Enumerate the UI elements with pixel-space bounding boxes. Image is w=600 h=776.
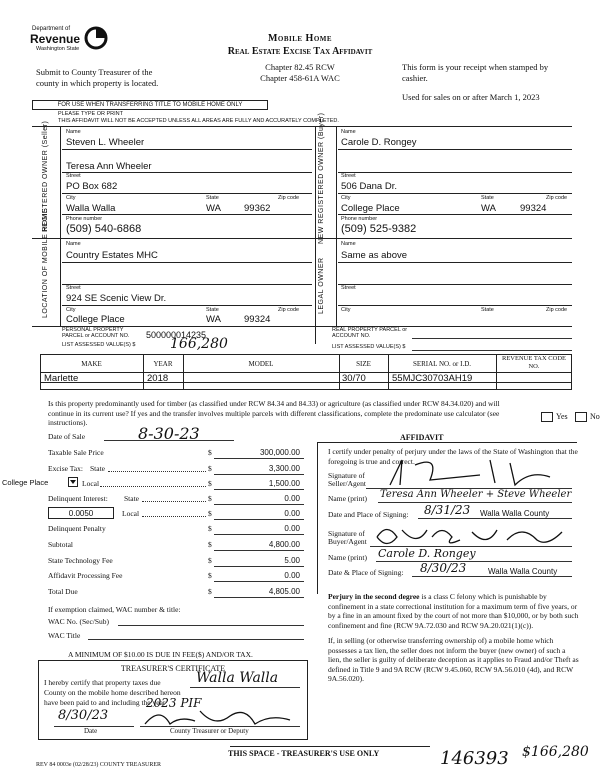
state-tech-fee-label: State Technology Fee — [48, 556, 113, 565]
date-of-sale-label: Date of Sale — [48, 432, 86, 441]
location-zip: 99324 — [244, 314, 271, 325]
vt-header-year: YEAR — [153, 360, 173, 368]
buyer-name-print-label: Name (print) — [328, 553, 367, 562]
logo-line2: Revenue — [30, 32, 81, 46]
vt-header-size: SIZE — [356, 360, 371, 368]
seller-city-label: City — [66, 195, 76, 201]
form-title-2: Real Estate Excise Tax Affidavit — [227, 46, 373, 57]
legal-state-label: State — [481, 307, 494, 313]
dor-logo-icon — [84, 26, 108, 50]
wac-title-label: WAC Title — [48, 631, 81, 640]
timber-question: Is this property predominantly used for timber (as classified under RCW 84.34 and 84.33) or agriculture (as classified under RCW 84.34.020) and will continue in its current use? If yes and the transfer involves multiple parcels with different classifications, complete the predominate use calculator (see instructions). — [48, 399, 500, 427]
receipt-note: This form is your receipt when stamped by cashier. — [402, 62, 549, 83]
affidavit-fee-value: 0.00 — [284, 571, 300, 580]
date-of-sale-value: 8-30-23 — [138, 424, 200, 443]
delinquent-penalty-label: Delinquent Penalty — [48, 524, 106, 533]
submit-to-note: Submit to County Treasurer of the county in which property is located. — [36, 67, 159, 88]
form-number: REV 84 0003e (02/28/23) COUNTY TREASURER — [36, 762, 162, 768]
perjury-note — [328, 592, 580, 630]
total-due-value: 4,805.00 — [268, 587, 300, 596]
seller-zip-label: Zip code — [278, 195, 300, 201]
pp-assessed-label: LIST ASSESSED VALUE(S) $ — [62, 342, 136, 348]
chevron-down-icon — [69, 478, 77, 486]
treasurer-date: 8/30/23 — [58, 708, 109, 723]
location-name: Country Estates MHC — [66, 250, 158, 261]
buyer-street-label: Street — [341, 173, 356, 179]
buyer-state: WA — [481, 203, 496, 214]
vt-year: 2018 — [147, 373, 169, 384]
seller-date: 8/31/23 — [424, 503, 471, 517]
affidavit-certify: I certify under penalty of perjury under the laws of the State of Washington that the foregoing is true and correct. — [328, 447, 578, 466]
seller-city: Walla Walla — [66, 203, 116, 214]
seller-section-label: REGISTERED OWNER (Seller) — [42, 120, 49, 232]
excise-state-value: 3,300.00 — [268, 464, 300, 473]
seller-date-label: Date and Place of Signing: — [328, 510, 409, 519]
di-state-value: 0.00 — [284, 494, 300, 503]
handwritten-number: 146393 — [440, 748, 509, 769]
buyer-state-label: State — [481, 195, 494, 201]
buyer-date-label: Date & Place of Signing: — [328, 568, 404, 577]
rp-parcel-label: REAL PROPERTY PARCEL or ACCOUNT NO. — [332, 327, 408, 339]
exemption-label: If exemption claimed, WAC number & title: — [48, 605, 181, 614]
legal-street-label: Street — [341, 285, 356, 291]
seller-phone: (509) 540-6868 — [66, 223, 142, 235]
buyer-city: College Place — [341, 203, 400, 214]
vt-header-serial: SERIAL NO. or I.D. — [412, 360, 472, 368]
treasurer-sig-label: County Treasurer or Deputy — [170, 727, 249, 735]
buyer-place: Walla Walla County — [488, 567, 558, 576]
type-or-print: PLEASE TYPE OR PRINT — [58, 111, 124, 117]
buyer-name-print: Carole D. Rongey — [378, 547, 476, 560]
location-zip-label: Zip code — [278, 307, 300, 313]
excise-local-label: Local — [82, 479, 100, 488]
location-street-label: Street — [66, 285, 81, 291]
delinquent-penalty-value: 0.00 — [284, 524, 300, 533]
buyer-phone: (509) 525-9382 — [341, 223, 417, 235]
buyer-name: Carole D. Rongey — [341, 137, 417, 148]
wac-no-label: WAC No. (Sec/Sub) — [48, 617, 110, 626]
seller-state-label: State — [206, 195, 219, 201]
location-name-label: Name — [66, 241, 81, 247]
legal-city-label: City — [341, 307, 351, 313]
minimum-note: A MINIMUM OF $10.00 IS DUE IN FEE($) AND/OR TAX. — [68, 650, 253, 659]
vt-header-model: MODEL — [248, 360, 274, 368]
transfer-only-box — [32, 100, 268, 110]
location-city-label: City — [66, 307, 76, 313]
seller-name-label: Name — [66, 129, 81, 135]
vt-serial: 55MJC30703AH19 — [392, 373, 473, 384]
buyer-section-label: NEW REGISTERED OWNER (Buyer) — [318, 112, 325, 244]
subtotal-label: Subtotal — [48, 540, 74, 549]
buyer-phone-label: Phone number — [341, 216, 378, 222]
pp-parcel-label: PERSONAL PROPERTY PARCEL or ACCOUNT NO. — [62, 327, 130, 339]
transfer-only-text: FOR USE WHEN TRANSFERRING TITLE TO MOBILE HOME ONLY — [57, 102, 243, 108]
pp-parcel-value: 500000014235 — [146, 330, 207, 340]
seller-name-1: Steven L. Wheeler — [66, 137, 145, 148]
timber-no-label: No — [590, 412, 600, 421]
seller-name-2: Teresa Ann Wheeler — [66, 161, 152, 172]
local-rate-value: 0.0050 — [68, 509, 94, 518]
location-city: College Place — [66, 314, 125, 325]
seller-name-print-label: Name (print) — [328, 494, 367, 503]
treasurer-title: TREASURER'S CERTIFICATE — [120, 664, 226, 673]
used-for-note: Used for sales on or after March 1, 2023 — [402, 92, 540, 102]
seller-phone-label: Phone number — [66, 216, 103, 222]
location-section-label: LOCATION OF MOBILE HOME — [42, 208, 49, 318]
taxable-sale-price-label: Taxable Sale Price — [48, 448, 104, 457]
buyer-zip: 99324 — [520, 203, 547, 214]
seller-place: Walla Walla County — [480, 509, 550, 518]
buyer-street: 506 Dana Dr. — [341, 181, 397, 192]
state-tech-fee-value: 5.00 — [284, 556, 300, 565]
dp-dollar: $ — [208, 524, 212, 533]
vt-header-make: MAKE — [81, 360, 102, 368]
seller-name-print: Teresa Ann Wheeler + Steve Wheeler — [380, 489, 572, 500]
not-accepted-note: THIS AFFIDAVIT WILL NOT BE ACCEPTED UNLESS ALL AREAS ARE FULLY AND ACCURATELY COMPLETED. — [58, 118, 339, 124]
treasurer-county: Walla Walla — [196, 670, 279, 686]
chapter-1: Chapter 82.45 RCW — [265, 62, 335, 72]
form-title-1: Mobile Home — [267, 33, 333, 44]
excise-tax-label: Excise Tax: — [48, 464, 83, 473]
dis-dollar: $ — [208, 494, 212, 503]
buyer-name-label: Name — [341, 129, 356, 135]
treasurer-year: 2023 PIF — [146, 696, 202, 710]
stf-dollar: $ — [208, 556, 212, 565]
dor-logo — [30, 24, 110, 64]
local-county-dropdown[interactable] — [68, 477, 78, 487]
rp-assessed-label: LIST ASSESSED VALUE(S) $ — [332, 344, 406, 350]
location-street: 924 SE Scenic View Dr. — [66, 293, 167, 304]
chapter-2: Chapter 458-61A WAC — [260, 73, 340, 83]
local-county-select[interactable]: College Place — [2, 478, 49, 487]
buyer-date: 8/30/23 — [420, 561, 467, 575]
af-dollar: $ — [208, 571, 212, 580]
di-state-label: State — [124, 494, 139, 503]
di-local-label: Local — [122, 509, 140, 518]
location-state-label: State — [206, 307, 219, 313]
affidavit-fee-label: Affidavit Processing Fee — [48, 571, 123, 580]
local-rate-box[interactable] — [48, 507, 114, 519]
di-local-value: 0.00 — [284, 509, 300, 518]
treasurer-date-label: Date — [84, 727, 98, 735]
treasurer-use-only: THIS SPACE - TREASURER'S USE ONLY — [228, 749, 380, 758]
location-state: WA — [206, 314, 221, 325]
handwritten-amount: $166,280 — [522, 744, 589, 760]
legal-zip-label: Zip code — [546, 307, 568, 313]
timber-yes-checkbox[interactable] — [541, 412, 553, 422]
vt-make: Marlette — [44, 373, 79, 384]
perjury-bold: Perjury in the second degree — [328, 592, 420, 601]
logo-line1: Department of — [32, 26, 71, 32]
treasurer-text-2: County on the mobile home described hereon have been paid to and including the year — [44, 688, 181, 707]
total-due-label: Total Due — [48, 587, 78, 596]
es-dollar: $ — [208, 464, 212, 473]
pp-assessed-value: 166,280 — [170, 336, 228, 352]
logo-line3: Washington State — [36, 46, 80, 52]
taxable-sale-price-value: 300,000.00 — [259, 448, 300, 457]
seller-state: WA — [206, 203, 221, 214]
seller-street-label: Street — [66, 173, 81, 179]
timber-no-checkbox[interactable] — [575, 412, 587, 422]
legal-name-label: Name — [341, 241, 356, 247]
treasurer-text-1: I hereby certify that property taxes due — [44, 678, 161, 687]
buyer-sig-label: Signature of Buyer/Agent — [328, 529, 367, 546]
dil-dollar: $ — [208, 509, 212, 518]
tsp-dollar: $ — [208, 448, 212, 457]
seller-signature — [380, 455, 570, 490]
legal-section-label: LEGAL OWNER — [318, 257, 325, 314]
vt-size: 30/70 — [342, 373, 366, 384]
affidavit-title: AFFIDAVIT — [400, 433, 444, 442]
vt-header-revenue-code: REVENUE TAX CODE NO. — [502, 355, 566, 370]
delinquent-interest-label: Delinquent Interest: — [48, 494, 108, 503]
timber-yes-label: Yes — [556, 412, 568, 421]
buyer-city-label: City — [341, 195, 351, 201]
fraud-note: If, in selling (or otherwise transferring ownership of) a mobile home which possesses a tax lien, the seller does not inform the buyer (new owner) of such a lien, the seller is guilty of deliberate deception as it applies to Fraud and/or Theft as defined in Title 9 and 9A RCW (RCW 9.45.060, RCW 9A.56.010 (4d), and RCW 9A.56.020). — [328, 636, 579, 683]
seller-street: PO Box 682 — [66, 181, 118, 192]
td-dollar: $ — [208, 587, 212, 596]
subtotal-value: 4,800.00 — [268, 540, 300, 549]
st-dollar: $ — [208, 540, 212, 549]
legal-owner-name: Same as above — [341, 250, 408, 261]
seller-sig-label: Signature of Seller/Agent — [328, 471, 366, 488]
el-dollar: $ — [208, 479, 212, 488]
perjury-text: is a class C felony which is punishable by confinement in a state correctional institution for a maximum term of five years, or by a fine in an amount fixed by the court of not more than $10,000, or by both such confinement and fine (RCW 9A.72.030 and RCW 9A.20.021(1)(c)). — [328, 592, 579, 630]
buyer-zip-label: Zip code — [546, 195, 568, 201]
excise-state-label: State — [90, 464, 105, 473]
seller-zip: 99362 — [244, 203, 271, 214]
excise-local-value: 1,500.00 — [268, 479, 300, 488]
